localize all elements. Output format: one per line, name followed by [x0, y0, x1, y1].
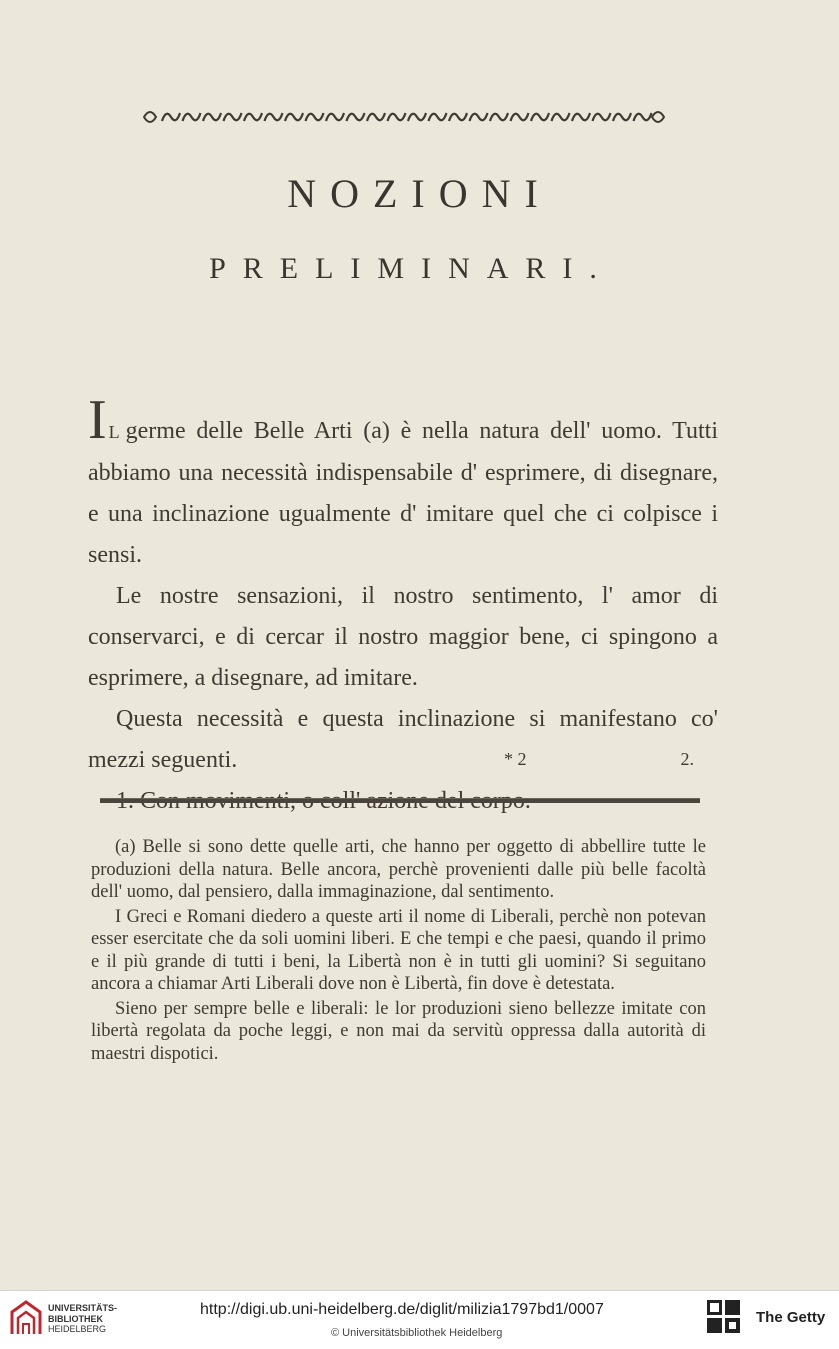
body-text: [88, 389, 718, 822]
ornament-link: [367, 113, 385, 121]
ornament-link: [162, 113, 180, 121]
ornament-band-icon: [140, 104, 668, 130]
footnote-a: (a) Belle si sono dette quelle arti, che hanno per oggetto di abbellire tutte le produzioni della natura. Belle ancora, perchè provenienti dalle più belle facoltà dell' uomo, dal pensiero, dalla immaginazione, dal sentimento.: [91, 837, 706, 902]
footnote-paragraph-3: Sieno per sempre belle e liberali: le lor produzioni sieno bellezze imitate con libertà regolata da poche leggi, e non mai da servitù oppressa dalla autorità di maestri dispotici.: [91, 998, 706, 1064]
ornament-link: [511, 113, 529, 121]
page-title: NOZIONI: [287, 171, 552, 216]
ornament-link: [531, 113, 549, 121]
getty-logo-icon[interactable]: [706, 1299, 742, 1335]
ornament-link: [552, 113, 570, 121]
viewer-footer: [0, 1290, 839, 1349]
ornament-link: [429, 113, 447, 121]
permalink-url[interactable]: http://digi.ub.uni-heidelberg.de/diglit/milizia1797bd1/0007: [200, 1301, 604, 1318]
footnote-paragraph-2: I Greci e Romani diedero a queste arti il nome di Liberali, perchè non potevan esser esercitate che da soli uomini liberi. E che tempi e che paesi, quando il primo e il più grande di tutti i beni, la Libertà non è in tutti gli uomini? Si seguitano ancora a chiamar Arti Liberali dove non è Libertà, fin dove è detestata.: [91, 906, 706, 994]
ornament-link: [326, 113, 344, 121]
small-caps: L: [108, 422, 120, 442]
ornament-link: [408, 113, 426, 121]
ornament-link: [183, 113, 201, 121]
copyright-notice: © Universitätsbibliothek Heidelberg: [331, 1327, 503, 1339]
library-name: UNIVERSITÄTS- BIBLIOTHEK HEIDELBERG: [48, 1303, 118, 1334]
ornament-link: [224, 113, 242, 121]
ornament-link: [613, 113, 631, 121]
footnotes: [91, 836, 706, 1067]
ornament-link: [470, 113, 488, 121]
paragraph-1-text: germe delle Belle Arti (a) è nella natura dell' uomo. Tutti abbiamo una necessità indispensabile d' esprimere, di disegnare, e una inclinazione ugualmente d' imitare quel che ci colpisce i sensi.: [88, 418, 718, 568]
ornament-link: [265, 113, 283, 121]
paragraph-2: Le nostre sensazioni, il nostro sentimento, l' amor di conservarci, e di cercar il nostro maggior bene, ci spingono a esprimere, a disegnare, ad imitare.: [88, 583, 718, 691]
ub-heidelberg-logo-icon[interactable]: [8, 1298, 44, 1338]
paragraph-1: [88, 389, 718, 576]
signature-mark: * 2: [504, 749, 527, 769]
paragraph-3: Questa necessità e questa inclinazione si manifestano co' mezzi seguenti.: [88, 706, 718, 773]
footnote-rule: [100, 798, 700, 803]
ornament-link: [244, 113, 262, 121]
ornament-link: [634, 113, 652, 121]
ornament-link: [203, 113, 221, 121]
partner-name: The Getty: [756, 1309, 826, 1326]
ornament-link: [285, 113, 303, 121]
drop-cap: I: [88, 389, 107, 451]
ornament-link: [593, 113, 611, 121]
ornament-link: [490, 113, 508, 121]
ornament-link: [572, 113, 590, 121]
page-subtitle: PRELIMINARI.: [209, 252, 614, 285]
ornament-link: [347, 113, 365, 121]
ornament-link: [388, 113, 406, 121]
ornament-link: [449, 113, 467, 121]
ornament-link: [306, 113, 324, 121]
catchword: 2.: [680, 749, 694, 769]
